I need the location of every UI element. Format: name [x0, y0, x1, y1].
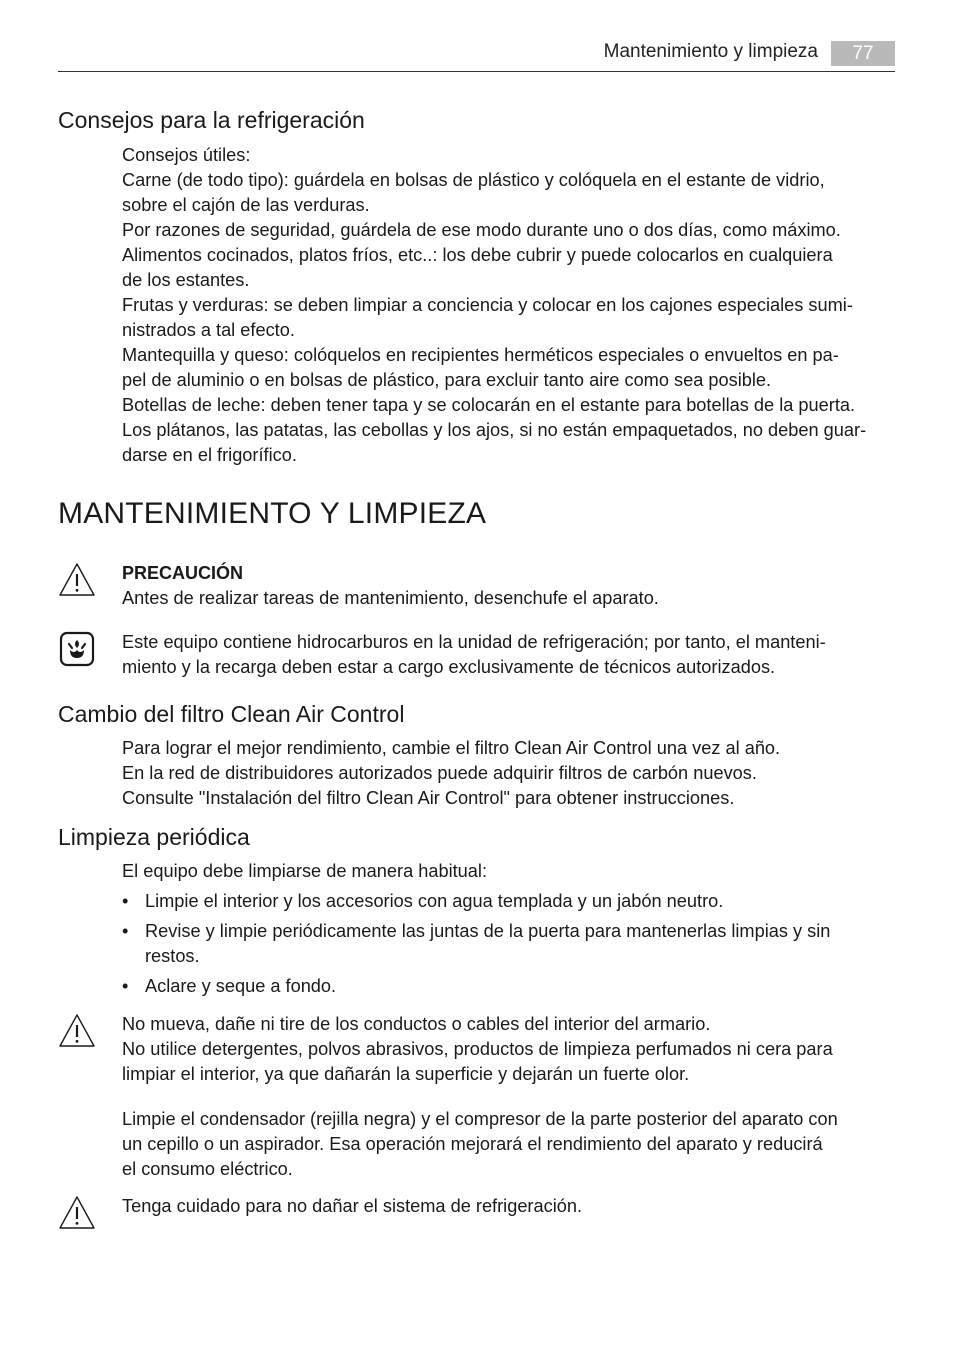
condenser-line: Limpie el condensador (rejilla negra) y el compresor de la parte posterior del aparato con — [122, 1109, 838, 1129]
heading-limpieza: Limpieza periódica — [58, 824, 250, 850]
warning-triangle-icon — [58, 1195, 96, 1231]
caution-label: PRECAUCIÓN — [122, 563, 244, 583]
consejos-line: Consejos útiles: — [122, 145, 251, 165]
filtro-line: Consulte "Instalación del filtro Clean Air Control" para obtener instrucciones. — [122, 788, 735, 808]
environment-line: Este equipo contiene hidrocarburos en la unidad de refrigeración; por tanto, el manteni- — [122, 632, 826, 652]
consejos-line: Frutas y verduras: se deben limpiar a conciencia y colocar en los cajones especiales sumi- — [122, 295, 853, 315]
list-item-continuation: restos. — [145, 946, 200, 966]
warning-triangle-icon — [58, 1013, 96, 1049]
consejos-line: darse en el frigorífico. — [122, 445, 297, 465]
consejos-line: Botellas de leche: deben tener tapa y se colocarán en el estante para botellas de la puerta. — [122, 395, 856, 415]
condenser-note — [122, 1107, 898, 1182]
consejos-line: Alimentos cocinados, platos fríos, etc..: los debe cubrir y puede colocarlos en cualquiera — [122, 245, 833, 265]
condenser-line: el consumo eléctrico. — [122, 1159, 293, 1179]
list-item-text: Limpie el interior y los accesorios con agua templada y un jabón neutro. — [145, 891, 724, 911]
heading-consejos: Consejos para la refrigeración — [58, 107, 365, 133]
limpieza-intro-text: El equipo debe limpiarse de manera habitual: — [122, 861, 487, 881]
final-warning-text: Tenga cuidado para no dañar el sistema de refrigeración. — [122, 1196, 583, 1216]
consejos-line: sobre el cajón de las verduras. — [122, 195, 370, 215]
heading-filtro: Cambio del filtro Clean Air Control — [58, 701, 405, 727]
cleaning-warning — [122, 1012, 898, 1087]
caution-block — [122, 561, 898, 611]
limpieza-intro — [122, 859, 898, 884]
bullet-marker: • — [122, 921, 129, 941]
filtro-body — [122, 736, 898, 811]
header-divider — [58, 71, 895, 72]
warning-line: No mueva, dañe ni tire de los conductos o cables del interior del armario. — [122, 1014, 711, 1034]
environment-line: miento y la recarga deben estar a cargo exclusivamente de técnicos autorizados. — [122, 657, 776, 677]
consejos-body — [122, 143, 898, 468]
condenser-line: un cepillo o un aspirador. Esa operación mejorará el rendimiento del aparato y reducirá — [122, 1134, 823, 1154]
warning-triangle-icon — [58, 562, 96, 598]
list-item-text: Aclare y seque a fondo. — [145, 976, 337, 996]
consejos-line: Mantequilla y queso: colóquelos en recipientes herméticos especiales o envueltos en pa- — [122, 345, 839, 365]
environment-note — [122, 630, 898, 680]
consejos-line: Los plátanos, las patatas, las cebollas y los ajos, si no están empaquetados, no deben guar- — [122, 420, 867, 440]
filtro-line: En la red de distribuidores autorizados puede adquirir filtros de carbón nuevos. — [122, 763, 757, 783]
caution-text: Antes de realizar tareas de mantenimiento, desenchufe el aparato. — [122, 588, 659, 608]
bullet-marker: • — [122, 976, 129, 996]
consejos-line: de los estantes. — [122, 270, 250, 290]
final-warning — [122, 1194, 898, 1219]
running-header: Mantenimiento y limpieza — [603, 41, 818, 62]
list-item — [122, 919, 830, 944]
consejos-line: Carne (de todo tipo): guárdela en bolsas de plástico y colóquela en el estante de vidrio, — [122, 170, 825, 190]
consejos-line: nistrados a tal efecto. — [122, 320, 295, 340]
list-item — [122, 974, 336, 999]
warning-line: limpiar el interior, ya que dañarán la superficie y dejarán un fuerte olor. — [122, 1064, 690, 1084]
list-item-text: Revise y limpie periódicamente las juntas de la puerta para mantenerlas limpias y sin — [145, 921, 831, 941]
environment-icon — [58, 631, 96, 667]
main-title: MANTENIMIENTO Y LIMPIEZA — [58, 497, 487, 530]
filtro-line: Para lograr el mejor rendimiento, cambie el filtro Clean Air Control una vez al año. — [122, 738, 781, 758]
consejos-line: pel de aluminio o en bolsas de plástico, para excluir tanto aire como sea posible. — [122, 370, 772, 390]
consejos-line: Por razones de seguridad, guárdela de ese modo durante uno o dos días, como máximo. — [122, 220, 841, 240]
page-number: 77 — [831, 41, 895, 66]
bullet-marker: • — [122, 891, 129, 911]
list-item — [122, 889, 723, 914]
warning-line: No utilice detergentes, polvos abrasivos, productos de limpieza perfumados ni cera para — [122, 1039, 833, 1059]
